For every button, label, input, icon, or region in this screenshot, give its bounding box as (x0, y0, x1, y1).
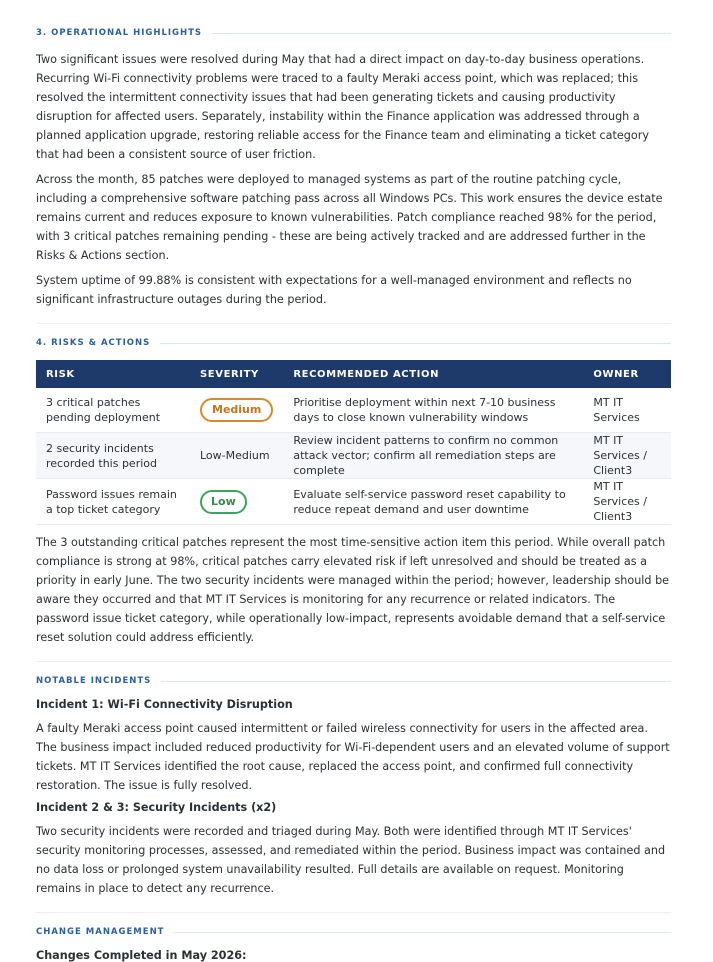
table-row (36, 388, 671, 433)
heading-rule (160, 343, 671, 344)
incident-2-heading: Incident 2 & 3: Security Incidents (x2) (36, 801, 277, 814)
risk-cell: Password issues remain a top ticket category (36, 479, 190, 525)
risks-table (36, 360, 671, 525)
table-row (36, 479, 671, 525)
section-title: 4. RISKS & ACTIONS (36, 338, 151, 348)
section-heading-change-management (36, 927, 671, 937)
owner-cell: MT IT Services (583, 388, 671, 433)
severity-cell (190, 388, 283, 433)
severity-badge-medium: Medium (200, 398, 273, 422)
incident-2-text: Two security incidents were recorded and triaged during May. Both were identified through MT IT Services' security monitoring processes, assessed, and remediated within the period. Business impact was contained and no data loss or prolonged system unavailability resulted. Full details are available on request. Monitoring remains in place to detect any recurrence. (36, 825, 666, 895)
section-divider (36, 912, 671, 913)
changes-completed-heading: Changes Completed in May 2026: (36, 949, 247, 962)
risk-cell: 2 security incidents recorded this period (36, 433, 190, 479)
section-title: 3. OPERATIONAL HIGHLIGHTS (36, 28, 203, 38)
ops-paragraph-3: System uptime of 99.88% is consistent with expectations for a well-managed environment and reflects no significant infrastructure outages during the period. (36, 274, 632, 306)
risks-summary-paragraph: The 3 outstanding critical patches represent the most time-sensitive action item this period. While overall patch compliance is strong at 98%, critical patches carry elevated risk if left unresolved and should be treated as a priority in early June. The two security incidents were managed within the period; however, leadership should be aware they occurred and that MT IT Services is monitoring for any recurrence or related indicators. The password issue ticket category, while operationally low-impact, represents avoidable demand that a self-service reset solution could address efficiently. (36, 536, 670, 644)
section-title: NOTABLE INCIDENTS (36, 676, 152, 686)
risk-cell: 3 critical patches pending deployment (36, 388, 190, 433)
owner-cell: MT IT Services / Client3 (583, 479, 671, 525)
action-cell: Review incident patterns to confirm no common attack vector; confirm all remediation steps are complete (283, 433, 583, 479)
action-cell: Prioritise deployment within next 7-10 business days to close known vulnerability windows (283, 388, 583, 433)
heading-rule (174, 932, 671, 933)
owner-cell: MT IT Services / Client3 (583, 433, 671, 479)
heading-rule (161, 681, 671, 682)
col-header-action: RECOMMENDED ACTION (283, 360, 583, 388)
ops-paragraph-1: Two significant issues were resolved during May that had a direct impact on day-to-day business operations. Recurring Wi-Fi connectivity problems were traced to a faulty Meraki access point, which was replaced; this resolved the intermittent connectivity issues that had been generating tickets and causing productivity disruption for affected users. Separately, instability within the Finance application was addressed through a planned application upgrade, restoring reliable access for the Finance team and eliminating a ticket category that had been a consistent source of user friction. (36, 53, 649, 161)
ops-paragraph-2: Across the month, 85 patches were deployed to managed systems as part of the routine patching cycle, including a comprehensive software patching pass across all Windows PCs. This work ensures the device estate remains current and reduces exposure to known vulnerabilities. Patch compliance reached 98% for the period, with 3 critical patches remaining pending - these are being actively tracked and are addressed further in the Risks & Actions section. (36, 173, 663, 262)
action-cell: Evaluate self-service password reset capability to reduce repeat demand and user downtime (283, 479, 583, 525)
section-divider (36, 323, 671, 324)
col-header-owner: OWNER (583, 360, 671, 388)
incident-1-heading: Incident 1: Wi-Fi Connectivity Disruption (36, 698, 293, 711)
table-row (36, 433, 671, 479)
section-divider (36, 661, 671, 662)
col-header-risk: RISK (36, 360, 190, 388)
incident-1-text: A faulty Meraki access point caused intermittent or failed wireless connectivity for users in the affected area. The business impact included reduced productivity for Wi-Fi-dependent users and an elevated volume of support tickets. MT IT Services identified the root cause, replaced the access point, and confirmed full connectivity restoration. The issue is fully resolved. (36, 722, 670, 792)
heading-rule (212, 33, 671, 34)
table-header-row (36, 360, 671, 388)
severity-badge-low: Low (200, 490, 247, 514)
section-heading-risks-actions (36, 338, 671, 348)
col-header-severity: SEVERITY (190, 360, 283, 388)
severity-cell (190, 479, 283, 525)
section-heading-notable-incidents (36, 676, 671, 686)
section-heading-operational-highlights (36, 28, 671, 38)
severity-cell: Low-Medium (190, 433, 283, 479)
section-title: CHANGE MANAGEMENT (36, 927, 165, 937)
